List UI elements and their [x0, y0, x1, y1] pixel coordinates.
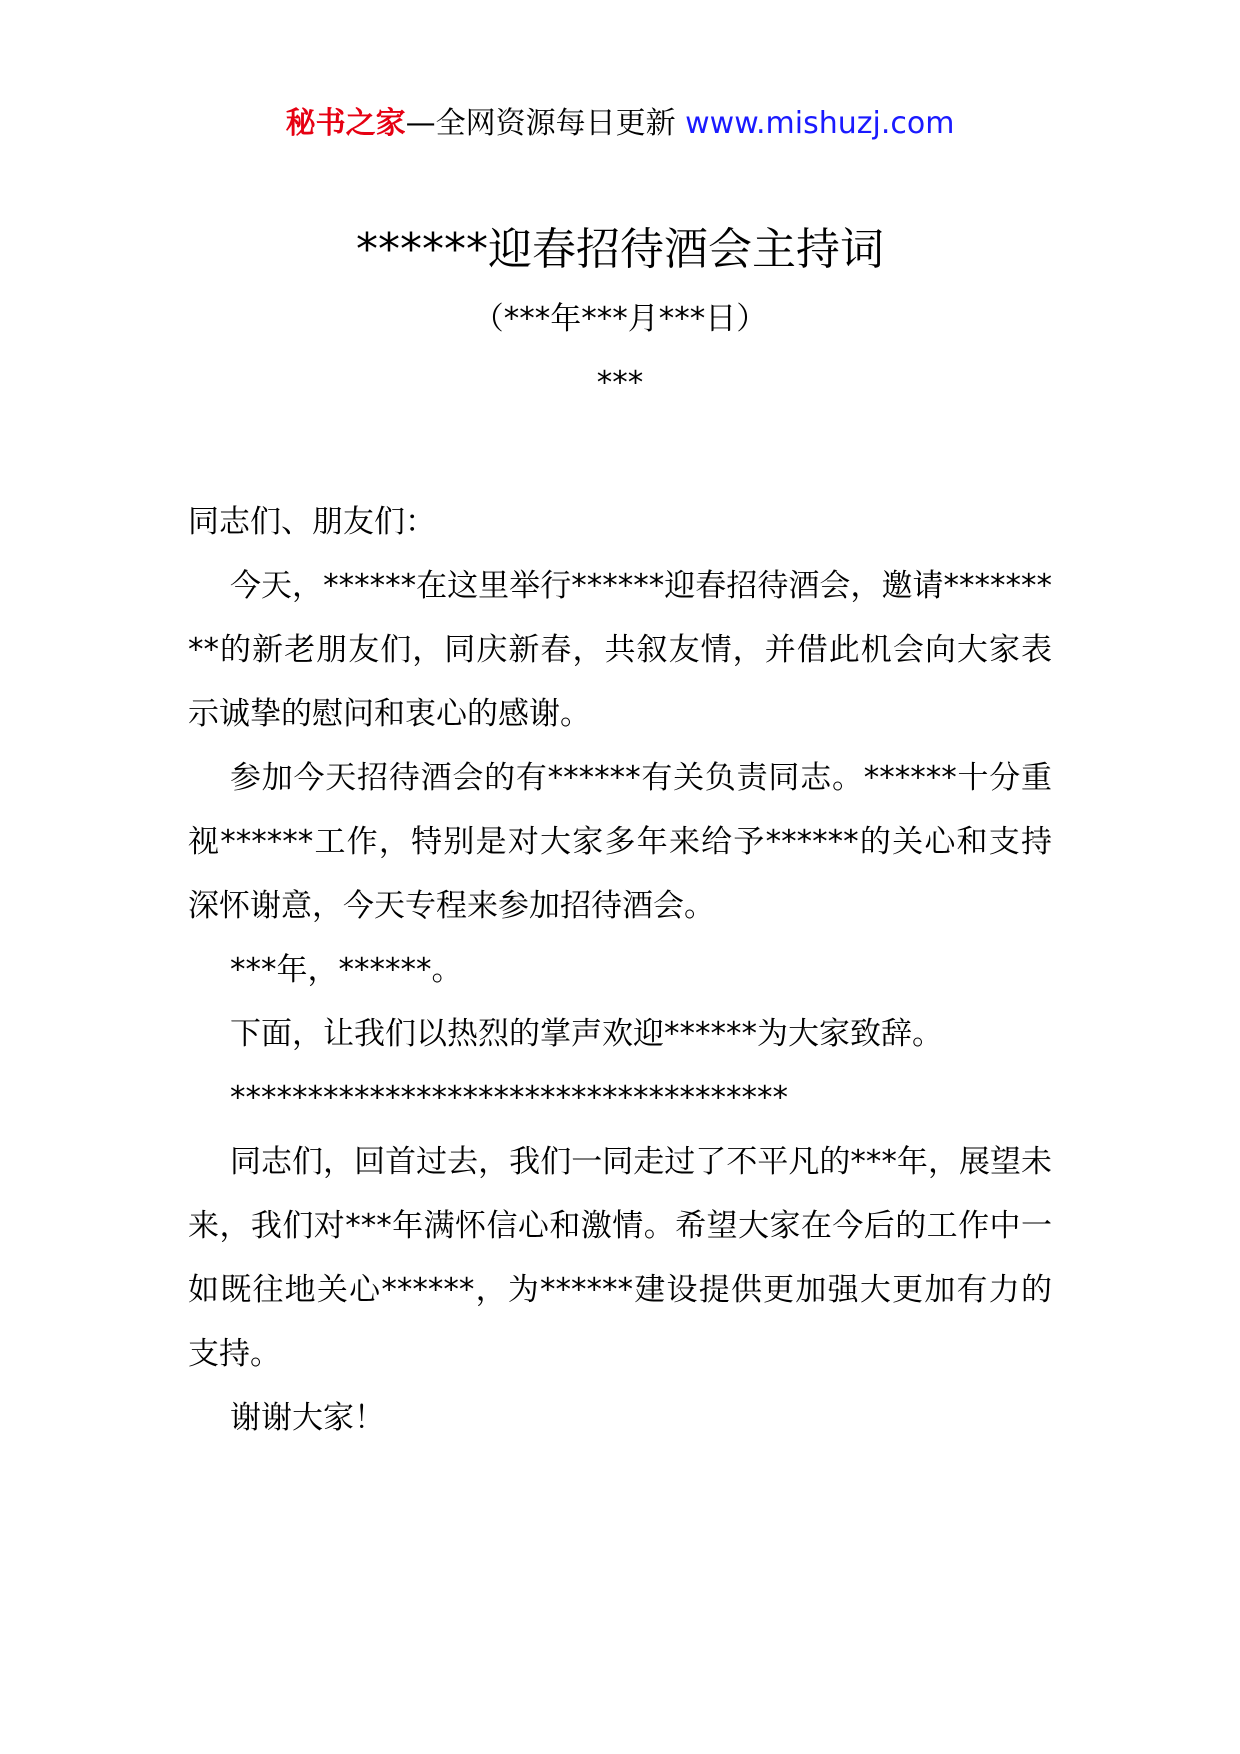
section-divider: ************************************: [230, 1080, 788, 1116]
paragraph: 今天，******在这里举行******迎春招待酒会，邀请*********的新老朋友们，同庆新春，共叙友情，并借此机会向大家表示诚挚的慰问和衷心的感谢。: [188, 568, 1052, 732]
site-header: [0, 104, 1240, 144]
site-name: 秘书之家: [285, 106, 406, 141]
greeting: 同志们、朋友们：: [188, 504, 436, 540]
paragraph: 下面，让我们以热烈的掌声欢迎******为大家致辞。: [230, 1016, 943, 1052]
document-title: ******迎春招待酒会主持词: [356, 224, 884, 275]
paragraph: ***年，******。: [230, 952, 463, 988]
document-author: ***: [596, 365, 644, 401]
document-body: [188, 490, 1052, 1450]
paragraph: 参加今天招待酒会的有******有关负责同志。******十分重视******工作，特别是对大家多年来给予******的关心和支持深怀谢意，今天专程来参加招待酒会。: [188, 760, 1052, 924]
site-url-link[interactable]: www.mishuzj.com: [685, 106, 955, 141]
closing-line: 谢谢大家！: [230, 1400, 385, 1436]
document-date: （***年***月***日）: [472, 301, 768, 337]
paragraph: 同志们，回首过去，我们一同走过了不平凡的***年，展望未来，我们对***年满怀信心和激情。希望大家在今后的工作中一如既往地关心******，为******建设提供更加强大更加有力的支持。: [188, 1144, 1052, 1372]
site-tagline: —全网资源每日更新: [405, 106, 676, 141]
